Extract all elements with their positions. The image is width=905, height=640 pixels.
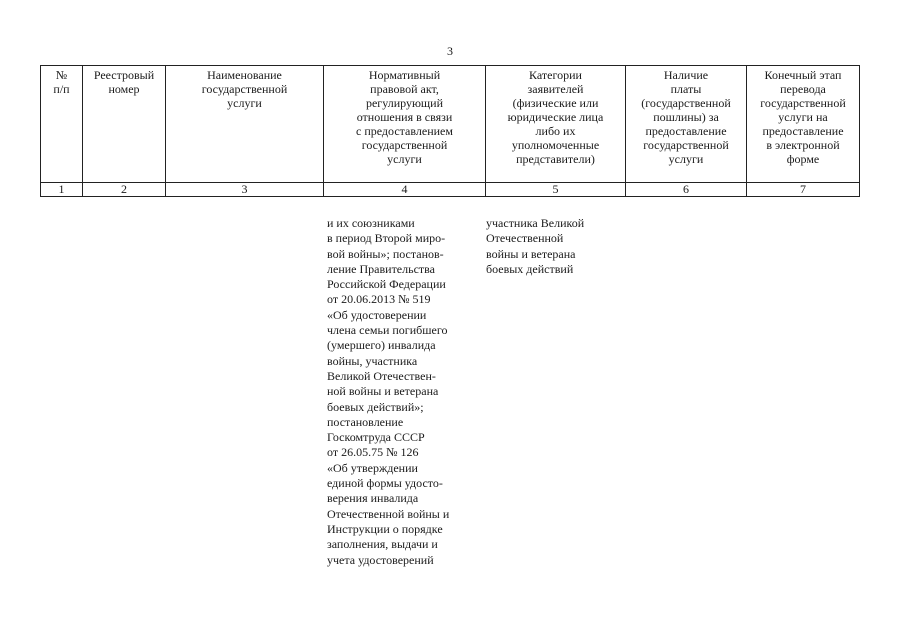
header-cell-applicant-categories: Категории заявителей (физические или юридические лица либо их уполномоченные представители) [486,66,626,183]
column-number-row [41,183,860,197]
legal-act-continuation-text: и их союзниками в период Второй миро- вой войны»; постанов- ление Правительства Российской Федерации от 20.06.2013 № 519 «Об удостоверении члена семьи погибшего (умершего) инвалида войны, участника Великой Отечествен- ной войны и ветерана боевых действий»; постановление Госкомтруда СССР от 26.05.75 № 126 «Об утверждении единой формы удосто- верения инвалида Отечественной войны и Инструкции о порядке заполнения, выдачи и учета удостоверений [327,216,450,567]
column-number: 2 [83,183,166,197]
column-number: 7 [747,183,860,197]
header-cell-electronic-stage: Конечный этап перевода государственной услуги на предоставление в электронной форме [747,66,860,183]
header-cell-number: № п/п [41,66,83,183]
header-cell-legal-act: Нормативный правовой акт, регулирующий отношения в связи с предоставлением государственной услуги [324,66,486,183]
header-cell-service-name: Наименование государственной услуги [166,66,324,183]
header-cell-fee: Наличие платы (государственной пошлины) за предоставление государственной услуги [626,66,747,183]
applicant-category-continuation-text: участника Великой Отечественной войны и ветерана боевых действий [486,216,585,276]
column-number: 4 [324,183,486,197]
registry-table [40,65,860,197]
column-number: 3 [166,183,324,197]
header-row [41,66,860,183]
column-number: 5 [486,183,626,197]
column-number: 6 [626,183,747,197]
column-number: 1 [41,183,83,197]
page-number: 3 [447,44,453,58]
header-cell-registry-number: Реестровый номер [83,66,166,183]
